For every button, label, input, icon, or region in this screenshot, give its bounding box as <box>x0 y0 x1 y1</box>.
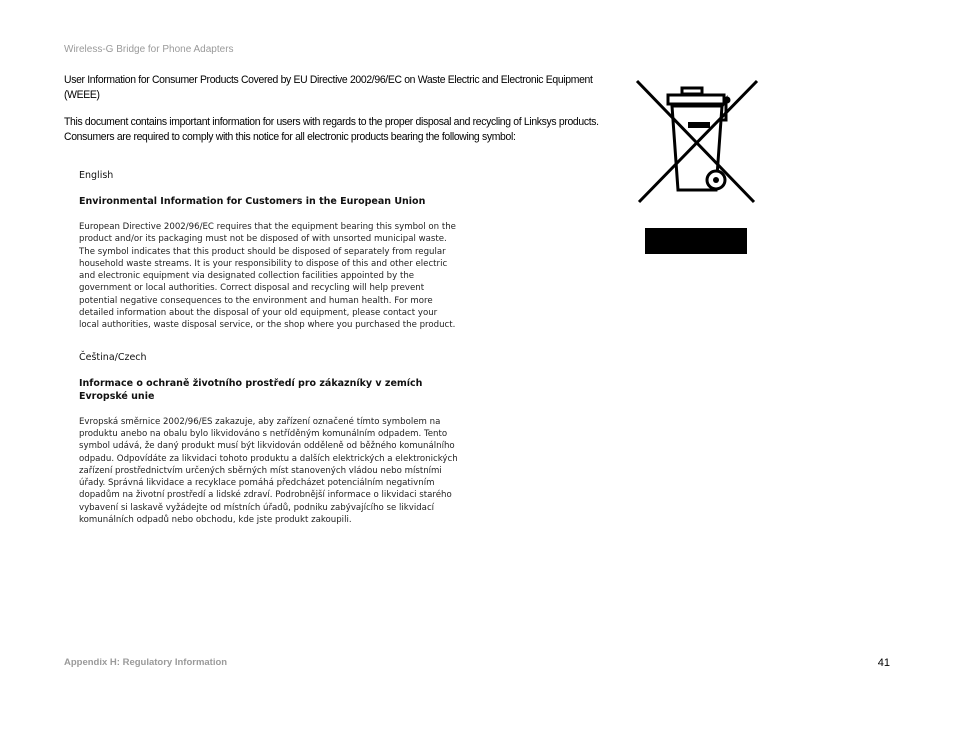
symbol-underline-bar <box>645 228 747 254</box>
page-number: 41 <box>877 657 890 669</box>
intro-block <box>64 73 599 157</box>
section-language-czech: Čeština/Czech <box>79 351 147 363</box>
crossed-out-wheelie-bin-icon <box>634 78 760 206</box>
section-language-english: English <box>79 170 114 181</box>
footer-section-title: Appendix H: Regulatory Information <box>64 657 228 668</box>
section-body-czech: Evropská směrnice 2002/96/ES zakazuje, aby zařízení označené tímto symbolem na produktu anebo na obalu bylo likvidováno s netříděným komunálním odpadem. Tento symbol udává, že daný produkt musí být likvidován odděleně od běžného komunálního odpadu. Odpovídáte za likvidaci tohoto produktu a dalších elektrických a elektronických zařízení prostřednictvím určených sběrných míst stanovených vládou nebo místními úřady. Správná likvidace a recyklace pomáhá předcházet potenciálním negativním dopadům na životní prostředí a lidské zdraví. Podrobnější informace o likvidaci starého vybavení si laskavě vyžádejte od místních úřadů, podniku zabývajícího se likvidací komunálních odpadů nebo obchodu, kde jste produkt zakoupili. <box>79 416 458 526</box>
section-heading-czech: Informace o ochraně životního prostředí pro zákazníky v zemích Evropské unie <box>79 377 423 402</box>
section-body-english: European Directive 2002/96/EC requires that the equipment bearing this symbol on the product and/or its packaging must not be disposed of with unsorted municipal waste. The symbol indicates that this product should be disposed of separately from regular household waste streams. It is your responsibility to dispose of this and other electric and electronic equipment via designated collection facilities appointed by the government or local authorities. Correct disposal and recycling will help prevent potential negative consequences to the environment and human health. For more detailed information about the disposal of your old equipment, please contact your local authorities, waste disposal service, or the shop where you purchased the product. <box>79 222 456 331</box>
section-heading-english: Environmental Information for Customers in the European Union <box>79 196 426 207</box>
intro-paragraph: This document contains important information for users with regards to the proper disposal and recycling of Linksys products. Consumers are required to comply with this notice for all electronic products bearing the following symbol: <box>64 116 599 143</box>
running-header: Wireless-G Bridge for Phone Adapters <box>64 44 234 55</box>
scanned-notice <box>79 170 459 540</box>
intro-heading: User Information for Consumer Products Covered by EU Directive 2002/96/EC on Waste Electric and Electronic Equipment (WEEE) <box>64 74 593 101</box>
